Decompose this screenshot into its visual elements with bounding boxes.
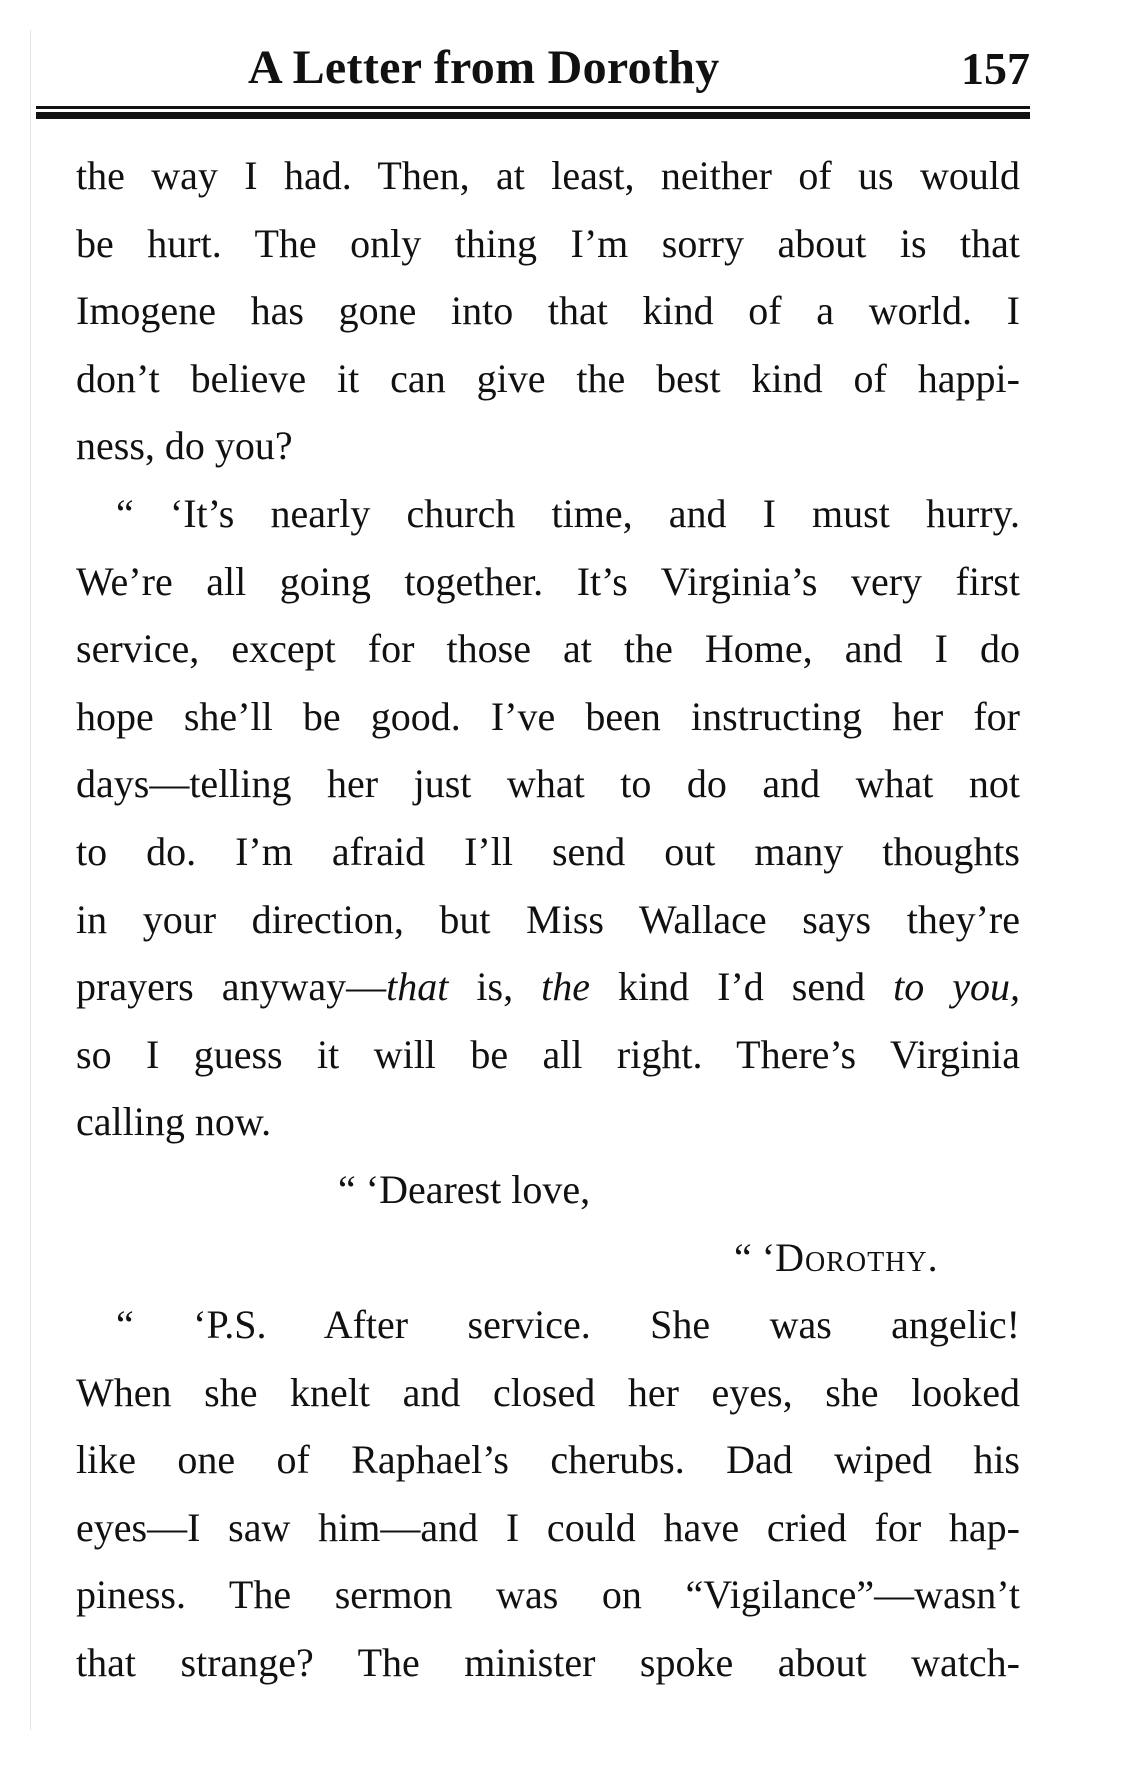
page-number: 157 bbox=[961, 43, 1030, 94]
signature-period: . bbox=[927, 1234, 938, 1280]
text-line: like one of Raphael’s cherubs. Dad wiped his bbox=[76, 1437, 1020, 1483]
text-line: days—telling her just what to do and what not bbox=[76, 761, 1020, 807]
signature-name: Dorothy bbox=[775, 1234, 928, 1280]
text-line: ness, do you? bbox=[76, 423, 293, 469]
body-text bbox=[76, 142, 1020, 1697]
text-line: don’t believe it can give the best kind of happi- bbox=[76, 355, 1020, 401]
text-run: kind I’d send bbox=[589, 964, 894, 1010]
italic-text-run: that bbox=[386, 964, 449, 1010]
page-edge bbox=[30, 30, 31, 1730]
text-line: in your direction, but Miss Wallace says they’re bbox=[76, 896, 1020, 942]
letter-closing: “ ‘Dearest love, bbox=[338, 1166, 591, 1212]
text-line: Imogene has gone into that kind of a world. I bbox=[76, 288, 1020, 334]
text-line: the way I had. Then, at least, neither of us would bbox=[76, 153, 1020, 198]
text-line: to do. I’m afraid I’ll send out many thoughts bbox=[76, 828, 1020, 874]
text-line: be hurt. The only thing I’m sorry about is that bbox=[76, 220, 1020, 266]
text-line: “ ‘It’s nearly church time, and I must hurry. bbox=[116, 490, 1020, 536]
header-rule-thick bbox=[36, 112, 1030, 119]
header-rule-thin bbox=[36, 106, 1030, 109]
text-line: hope she’ll be good. I’ve been instructing her for bbox=[76, 693, 1020, 739]
chapter-title: A Letter from Dorothy bbox=[248, 41, 720, 94]
text-line: service, except for those at the Home, and I do bbox=[76, 626, 1020, 672]
text-line: eyes—I saw him—and I could have cried for hap- bbox=[76, 1504, 1020, 1550]
text-line: “ ‘P.S. After service. She was angelic! bbox=[116, 1302, 1020, 1348]
text-line-mixed bbox=[76, 953, 1020, 1021]
text-line: calling now. bbox=[76, 1099, 272, 1145]
italic-text-run: to you, bbox=[893, 964, 1021, 1010]
text-run: is, bbox=[448, 964, 542, 1010]
text-line: We’re all going together. It’s Virginia’s very first bbox=[76, 558, 1020, 604]
italic-text-run: the bbox=[541, 964, 590, 1010]
text-line: When she knelt and closed her eyes, she looked bbox=[76, 1369, 1020, 1415]
text-line: so I guess it will be all right. There’s Virginia bbox=[76, 1031, 1020, 1077]
letter-signature bbox=[76, 1224, 1020, 1292]
text-line: piness. The sermon was on “Vigilance”—wasn’t bbox=[76, 1572, 1020, 1618]
running-head bbox=[36, 30, 1030, 100]
signature-quote: “ ‘ bbox=[734, 1234, 776, 1280]
text-run: prayers anyway— bbox=[76, 964, 387, 1010]
text-line: that strange? The minister spoke about watch- bbox=[76, 1640, 1020, 1686]
